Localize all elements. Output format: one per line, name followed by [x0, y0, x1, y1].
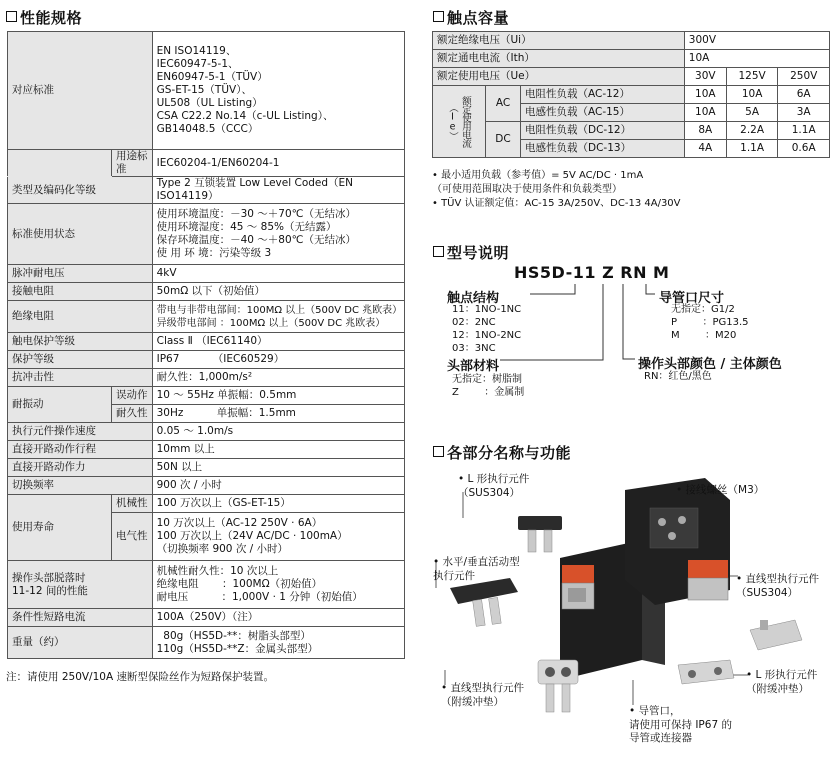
shock-prot-label: 触电保护等级 — [8, 333, 153, 351]
voltage-30: 30V — [684, 68, 726, 86]
contact-res-label: 接触电阻 — [8, 283, 153, 301]
label-l-actuator-cushion: • L 形执行元件 （附缓冲垫） — [746, 669, 818, 695]
contact-res-value: 50mΩ 以下（初始值） — [152, 283, 404, 301]
label-straight-cushion: • 直线型执行元件 （附缓冲垫） — [441, 682, 525, 708]
ue-label: 额定使用电压（Ue） — [433, 68, 685, 86]
color-line — [623, 284, 635, 359]
color-label: 操作头部颜色 / 主体颜色 — [638, 357, 782, 372]
parts-title: 各部分名称与功能 — [433, 442, 571, 463]
impulse-value: 4kV — [152, 265, 404, 283]
contact-title: 触点容量 — [433, 7, 509, 28]
square-bullet-icon — [433, 446, 444, 457]
weight-label: 重量（约） — [8, 627, 153, 659]
hv-actuator-part — [450, 578, 518, 626]
row-dc12-label: 电阻性负载（DC-12） — [521, 122, 685, 140]
label-conduit-port: • 导管口， 请使用可保持 IP67 的 导管或连接器 — [629, 705, 732, 744]
row-dc12-30: 8A — [684, 122, 726, 140]
short-value: 100A（250V）（注） — [152, 609, 404, 627]
color-item: RN：红色/黑色 — [644, 371, 712, 382]
insulation-value: 带电与非带电部间：100MΩ 以上（500V DC 兆欧表） 异级带电部间 ：100MΩ 以上（500V DC 兆欧表） — [152, 301, 404, 333]
spec-table — [7, 31, 405, 659]
voltage-125: 125V — [726, 68, 778, 86]
l-actuator-top-part — [518, 516, 562, 552]
label-straight-right: • 直线型执行元件 （SUS304） — [736, 573, 820, 599]
contact-struct-label: 触点结构 — [447, 291, 500, 306]
row-dc12-125: 2.2A — [726, 122, 778, 140]
row-dc13-label: 电感性负载（DC-13） — [521, 140, 685, 158]
life-elec-value: 10 万次以上（AC-12 250V · 6A） 100 万次以上（24V AC/DC · 100mA） （切换频率 900 次 / 小时） — [152, 513, 404, 561]
row-dc12-250: 1.1A — [778, 122, 830, 140]
freq-value: 900 次 / 小时 — [152, 477, 404, 495]
ui-value: 300V — [684, 32, 829, 50]
life-mech-value: 100 万次以上（GS-ET-15） — [152, 495, 404, 513]
env-label: 标准使用状态 — [8, 204, 153, 265]
row-ac12-30: 10A — [684, 86, 726, 104]
ui-label: 额定绝缘电压（Ui） — [433, 32, 685, 50]
label-screw: • 接线螺丝（M3） — [676, 484, 765, 496]
vib-mal-value: 10 ～ 55Hz 单振幅：0.5mm — [152, 387, 404, 405]
l-actuator-cushion-part — [678, 660, 734, 684]
voltage-250: 250V — [778, 68, 830, 86]
impact-label: 抗冲击性 — [8, 369, 153, 387]
row-ac12-label: 电阻性负载（AC-12） — [521, 86, 685, 104]
force-label: 直接开路动作力 — [8, 459, 153, 477]
vib-dur-value: 30Hz 单振幅：1.5mm — [152, 405, 404, 423]
head-material-items: 无指定：树脂制 Z ：金属制 — [452, 374, 525, 398]
row-ac12-250: 6A — [778, 86, 830, 104]
conduit-items: 无指定：G1/2 P ：PG13.5 M ：M20 — [671, 304, 749, 341]
head-label: 操作头部脱落时 11-12 间的性能 — [8, 561, 153, 609]
contact-struct-line — [530, 284, 575, 294]
row-dc13-250: 0.6A — [778, 140, 830, 158]
row-ac15-30: 10A — [684, 104, 726, 122]
row-dc13-125: 1.1A — [726, 140, 778, 158]
short-label: 条件性短路电流 — [8, 609, 153, 627]
ith-value: 10A — [684, 50, 829, 68]
travel-label: 直接开路动作行程 — [8, 441, 153, 459]
row-ac15-125: 5A — [726, 104, 778, 122]
row-ac12-125: 10A — [726, 86, 778, 104]
life-label: 使用寿命 — [8, 495, 112, 561]
head-material-label: 头部材料 — [447, 359, 500, 374]
model-code: HS5D-11 Z RN M — [514, 263, 670, 282]
travel-value: 10mm 以上 — [152, 441, 404, 459]
insulation-label: 绝缘电阻 — [8, 301, 153, 333]
dc-label: DC — [486, 122, 521, 158]
life-mech-label: 机械性 — [112, 495, 153, 513]
ac-label: AC — [486, 86, 521, 122]
standards-label: 对应标准 — [8, 32, 153, 150]
force-value: 50N 以上 — [152, 459, 404, 477]
model-title: 型号说明 — [433, 242, 509, 263]
purpose-value: IEC60204-1/EN60204-1 — [152, 150, 404, 177]
impulse-label: 脉冲耐电压 — [8, 265, 153, 283]
life-elec-label: 电气性 — [112, 513, 153, 561]
conduit-line — [646, 284, 655, 294]
coding-label: 类型及编码化等级 — [8, 177, 153, 204]
label-hv-actuator: • 水平/垂直活动型 执行元件 — [433, 556, 520, 582]
freq-label: 切换频率 — [8, 477, 153, 495]
speed-value: 0.05 ～ 1.0m/s — [152, 423, 404, 441]
square-bullet-icon — [433, 11, 444, 22]
row-ac15-250: 3A — [778, 104, 830, 122]
straight-actuator-part — [750, 620, 802, 650]
straight-cushion-part — [538, 660, 578, 712]
conduit-label: 导管口尺寸 — [659, 291, 725, 306]
contact-struct-items: 11：1NO-1NC 02：2NC 12：1NO-2NC 03：3NC — [452, 304, 522, 354]
speed-label: 执行元件操作速度 — [8, 423, 153, 441]
vib-label: 耐振动 — [8, 387, 112, 423]
weight-value: 80g（HS5D-**：树脂头部型） 110g（HS5D-**Z：金属头部型） — [152, 627, 404, 659]
ie-label: 额定使用电流（Ie） — [433, 86, 486, 158]
row-dc13-30: 4A — [684, 140, 726, 158]
contact-table — [432, 31, 830, 158]
impact-value: 耐久性：1,000m/s² — [152, 369, 404, 387]
protect-value: IP67 （IEC60529） — [152, 351, 404, 369]
ith-label: 额定通电电流（Ith） — [433, 50, 685, 68]
protect-label: 保护等级 — [8, 351, 153, 369]
vib-mal-label: 误动作 — [112, 387, 153, 405]
square-bullet-icon — [6, 11, 17, 22]
purpose-label: 用途标准 — [112, 150, 153, 177]
spec-title: 性能规格 — [6, 7, 82, 28]
vib-dur-label: 耐久性 — [112, 405, 153, 423]
label-l-actuator-top: • L 形执行元件 （SUS304） — [458, 473, 530, 499]
head-value: 机械性耐久性：10 次以上 绝缘电阻 ：100MΩ（初始值） 耐电压 ：1,000V · 1 分钟（初始值） — [152, 561, 404, 609]
contact-notes: • 最小适用负载（参考值）= 5V AC/DC · 1mA （可使用范围取决于使用条件和负载类型） • TÜV 认证额定值：AC-15 3A/250V、DC-13 4A/30V — [432, 170, 681, 209]
shock-prot-value: Class Ⅱ （IEC61140） — [152, 333, 404, 351]
standards-value: EN ISO14119、 IEC60947-5-1、 EN60947-5-1（TÜV） GS-ET-15（TÜV）、 UL508（UL Listing） CSA C22.2 No.14（c-UL Listing）、 GB14048.5（CCC） — [152, 32, 404, 150]
env-value: 使用环境温度：－30 ～＋70℃（无结冰） 使用环境湿度：45 ～ 85%（无结露） 保存环境温度：－40 ～＋80℃（无结冰） 使 用 环 境：污染等级 3 — [152, 204, 404, 265]
spec-footnote: 注：请使用 250V/10A 速断型保险丝作为短路保护装置。 — [6, 671, 274, 683]
row-ac15-label: 电感性负载（AC-15） — [521, 104, 685, 122]
square-bullet-icon — [433, 246, 444, 257]
coding-value: Type 2 互锁装置 Low Level Coded（EN ISO14119） — [152, 177, 404, 204]
